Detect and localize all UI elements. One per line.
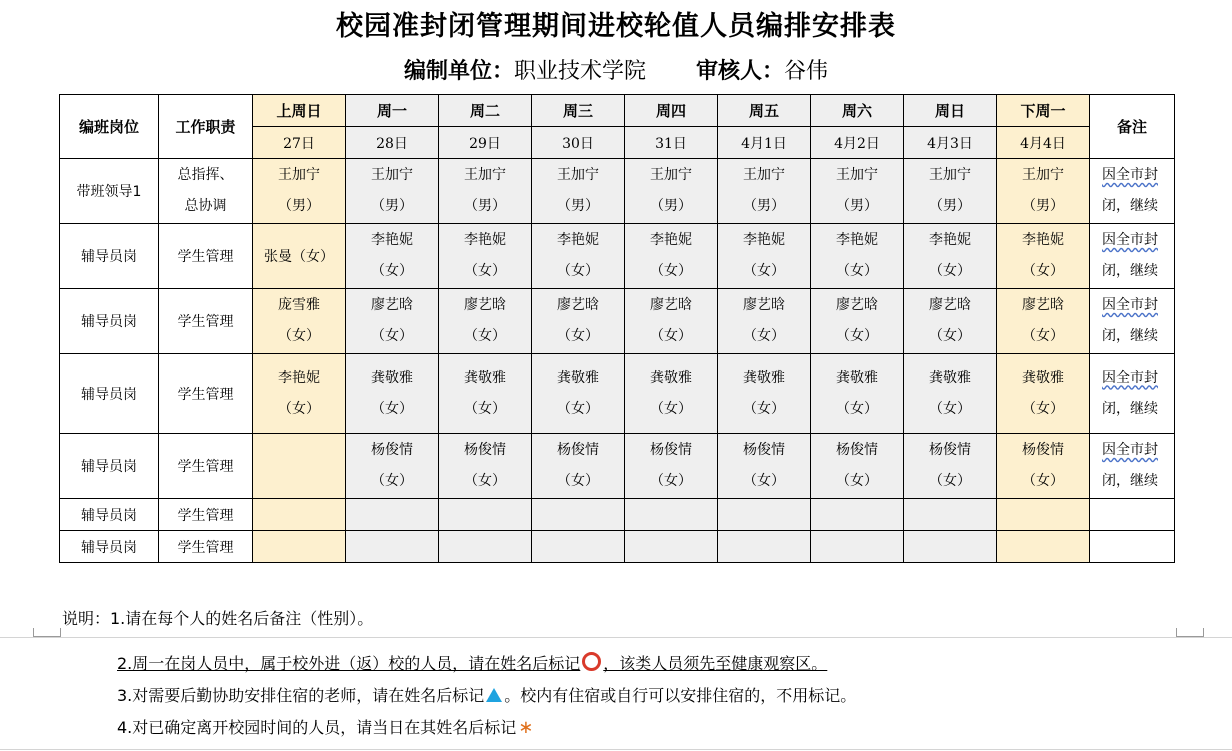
- shift-cell: 杨俊情 （女）: [811, 434, 904, 499]
- shift-cell: 王加宁 （男）: [904, 159, 997, 224]
- shift-cell: 杨俊情 （女）: [625, 434, 718, 499]
- post-cell: 辅导员岗: [60, 434, 159, 499]
- note-2: 2.周一在岗人员中，属于校外进（返）校的人员，请在姓名后标记 ，该类人员须先至健康观察区。: [117, 654, 828, 673]
- header-day: 上周日: [253, 95, 346, 127]
- shift-cell: [625, 499, 718, 531]
- shift-cell: [997, 499, 1090, 531]
- shift-cell: 庞雪雅 （女）: [253, 289, 346, 354]
- shift-cell: 李艳妮 （女）: [253, 354, 346, 434]
- document-title: 校园准封闭管理期间进校轮值人员编排安排表: [336, 11, 896, 42]
- duty-cell: 学生管理: [159, 289, 253, 354]
- asterisk-marker-icon: ∗: [518, 717, 534, 738]
- header-duty: 工作职责: [159, 95, 253, 159]
- shift-cell: [439, 499, 532, 531]
- header-day: 周六: [811, 95, 904, 127]
- shift-cell: 杨俊情 （女）: [439, 434, 532, 499]
- page-corner-mark: [1176, 628, 1204, 637]
- shift-cell: [904, 531, 997, 563]
- unit-value: 职业技术学院: [513, 59, 646, 84]
- header-day: 周四: [625, 95, 718, 127]
- shift-cell: 杨俊情 （女）: [904, 434, 997, 499]
- header-day: 周一: [346, 95, 439, 127]
- header-date: 29日: [439, 127, 532, 159]
- post-cell: 辅导员岗: [60, 224, 159, 289]
- shift-cell: 李艳妮 （女）: [532, 224, 625, 289]
- header-day: 周日: [904, 95, 997, 127]
- remark-cell: 因全市封 闭，继续: [1090, 289, 1175, 354]
- shift-cell: 龚敬雅 （女）: [997, 354, 1090, 434]
- duty-cell: 学生管理: [159, 531, 253, 563]
- table-row: [60, 159, 1175, 224]
- shift-cell: 龚敬雅 （女）: [718, 354, 811, 434]
- shift-cell: 王加宁 （男）: [625, 159, 718, 224]
- post-cell: 辅导员岗: [60, 531, 159, 563]
- reviewer-value: 谷伟: [784, 59, 829, 84]
- header-post: 编班岗位: [60, 95, 159, 159]
- shift-cell: 廖艺晗 （女）: [718, 289, 811, 354]
- header-date: 4月4日: [997, 127, 1090, 159]
- document-subtitle: [0, 54, 1232, 85]
- remark-cell: [1090, 531, 1175, 563]
- schedule-table: [59, 94, 1175, 563]
- shift-cell: 张曼（女）: [253, 224, 346, 289]
- header-remark: 备注: [1090, 95, 1175, 159]
- page-corner-mark: [33, 628, 61, 637]
- shift-cell: 廖艺晗 （女）: [439, 289, 532, 354]
- remark-cell: [1090, 499, 1175, 531]
- shift-cell: 王加宁 （男）: [718, 159, 811, 224]
- shift-cell: 李艳妮 （女）: [346, 224, 439, 289]
- shift-cell: 廖艺晗 （女）: [532, 289, 625, 354]
- shift-cell: 王加宁 （男）: [439, 159, 532, 224]
- shift-cell: 廖艺晗 （女）: [346, 289, 439, 354]
- header-date: 28日: [346, 127, 439, 159]
- remark-cell: 因全市封 闭，继续: [1090, 224, 1175, 289]
- shift-cell: 杨俊情 （女）: [997, 434, 1090, 499]
- page-break-line: [0, 637, 1232, 638]
- duty-cell: 学生管理: [159, 354, 253, 434]
- shift-cell: 廖艺晗 （女）: [625, 289, 718, 354]
- triangle-marker-icon: [486, 688, 502, 702]
- post-cell: 辅导员岗: [60, 289, 159, 354]
- circle-marker-icon: [582, 652, 601, 671]
- remark-cell: 因全市封 闭，继续: [1090, 354, 1175, 434]
- shift-cell: [718, 531, 811, 563]
- reviewer-label: 审核人：: [696, 59, 785, 84]
- shift-cell: 杨俊情 （女）: [718, 434, 811, 499]
- header-date: 27日: [253, 127, 346, 159]
- shift-cell: [253, 531, 346, 563]
- shift-cell: 王加宁 （男）: [532, 159, 625, 224]
- page-bottom-line: [0, 749, 1232, 750]
- shift-cell: [346, 499, 439, 531]
- header-date: 4月3日: [904, 127, 997, 159]
- shift-cell: [904, 499, 997, 531]
- shift-cell: [346, 531, 439, 563]
- shift-cell: 李艳妮 （女）: [997, 224, 1090, 289]
- shift-cell: 龚敬雅 （女）: [532, 354, 625, 434]
- shift-cell: 廖艺晗 （女）: [904, 289, 997, 354]
- table-row: [60, 434, 1175, 499]
- header-day: 周二: [439, 95, 532, 127]
- shift-cell: [253, 434, 346, 499]
- shift-cell: [718, 499, 811, 531]
- shift-cell: [997, 531, 1090, 563]
- post-cell: 辅导员岗: [60, 499, 159, 531]
- shift-cell: [532, 531, 625, 563]
- shift-cell: [811, 499, 904, 531]
- header-date: 30日: [532, 127, 625, 159]
- header-day: 周三: [532, 95, 625, 127]
- table-row: [60, 289, 1175, 354]
- table-row: [60, 499, 1175, 531]
- shift-cell: 杨俊情 （女）: [532, 434, 625, 499]
- shift-cell: [439, 531, 532, 563]
- table-row: [60, 531, 1175, 563]
- table-row: [60, 354, 1175, 434]
- unit-label: 编制单位：: [403, 59, 514, 84]
- shift-cell: 龚敬雅 （女）: [625, 354, 718, 434]
- shift-cell: [253, 499, 346, 531]
- duty-cell: 学生管理: [159, 224, 253, 289]
- remark-cell: 因全市封 闭，继续: [1090, 159, 1175, 224]
- shift-cell: 廖艺晗 （女）: [811, 289, 904, 354]
- shift-cell: 廖艺晗 （女）: [997, 289, 1090, 354]
- duty-cell: 总指挥、 总协调: [159, 159, 253, 224]
- shift-cell: 王加宁 （男）: [346, 159, 439, 224]
- shift-cell: [625, 531, 718, 563]
- shift-cell: 李艳妮 （女）: [718, 224, 811, 289]
- shift-cell: 龚敬雅 （女）: [904, 354, 997, 434]
- shift-cell: 王加宁 （男）: [997, 159, 1090, 224]
- shift-cell: 龚敬雅 （女）: [346, 354, 439, 434]
- post-cell: 辅导员岗: [60, 354, 159, 434]
- post-cell: 带班领导1: [60, 159, 159, 224]
- remark-cell: 因全市封 闭，继续: [1090, 434, 1175, 499]
- shift-cell: 李艳妮 （女）: [811, 224, 904, 289]
- shift-cell: 李艳妮 （女）: [625, 224, 718, 289]
- shift-cell: [532, 499, 625, 531]
- shift-cell: 王加宁 （男）: [253, 159, 346, 224]
- shift-cell: 李艳妮 （女）: [904, 224, 997, 289]
- shift-cell: 杨俊情 （女）: [346, 434, 439, 499]
- shift-cell: 龚敬雅 （女）: [811, 354, 904, 434]
- note-1: 说明：1.请在每个人的姓名后备注（性别）。: [62, 609, 374, 628]
- duty-cell: 学生管理: [159, 499, 253, 531]
- header-date: 31日: [625, 127, 718, 159]
- shift-cell: 龚敬雅 （女）: [439, 354, 532, 434]
- shift-cell: [811, 531, 904, 563]
- duty-cell: 学生管理: [159, 434, 253, 499]
- shift-cell: 李艳妮 （女）: [439, 224, 532, 289]
- note-4: 4.对已确定离开校园时间的人员，请当日在其姓名后标记 ∗: [117, 717, 534, 738]
- shift-cell: 王加宁 （男）: [811, 159, 904, 224]
- table-row: [60, 224, 1175, 289]
- note-3: 3.对需要后勤协助安排住宿的老师，请在姓名后标记 。校内有住宿或自行可以安排住宿的，不用标记。: [117, 686, 857, 705]
- header-date: 4月1日: [718, 127, 811, 159]
- header-date: 4月2日: [811, 127, 904, 159]
- header-day: 周五: [718, 95, 811, 127]
- header-day: 下周一: [997, 95, 1090, 127]
